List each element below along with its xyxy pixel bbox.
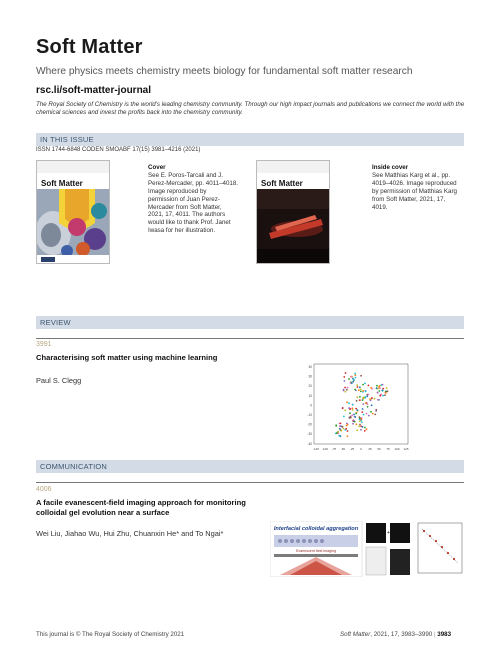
review-graphic-point: [344, 380, 346, 382]
review-graphic-point: [342, 407, 344, 409]
review-graphic-point: [342, 426, 344, 428]
review-graphic-point: [344, 410, 346, 412]
review-graphic-point: [359, 396, 361, 398]
review-graphic-x-tick: -25: [349, 447, 355, 451]
review-graphic-point: [359, 386, 361, 388]
review-graphic-point: [349, 417, 351, 419]
graphic-subtitle: Evanescent field imaging: [296, 549, 336, 553]
in-this-issue-heading: IN THIS ISSUE: [40, 135, 94, 144]
review-graphic-point: [353, 414, 355, 416]
review-graphic-point: [356, 429, 358, 431]
review-graphic-point: [351, 376, 353, 378]
review-graphic-point: [348, 402, 350, 404]
journal-tagline: Where physics meets chemistry meets biology for fundamental soft matter research: [36, 66, 413, 77]
review-graphic-point: [362, 399, 364, 401]
review-graphic-x-tick: -50: [340, 447, 346, 451]
review-graphic-point: [336, 432, 338, 434]
review-graphic-point: [382, 384, 384, 386]
review-graphic-point: [364, 430, 366, 432]
rsc-blurb: The Royal Society of Chemistry is the world’s leading chemistry community. Through our high impact journals and publications we connect the world with the chemical sciences and invest the profits back into the chemistry community.: [36, 101, 465, 117]
graphic-banner: Interfacial colloidal aggregation: [273, 526, 359, 532]
review-graphic-point: [352, 378, 354, 380]
inside-cover-image-title: Soft Matter: [261, 179, 303, 188]
communication-bar: [36, 460, 464, 473]
communication-article-title[interactable]: A facile evanescent-field imaging approach for monitoring colloidal gel evolution near a surface: [36, 498, 246, 517]
cover-illustration: [37, 189, 110, 264]
communication-graphic: [270, 521, 464, 577]
review-graphic-y-tick: -40: [307, 441, 312, 446]
footer-citation-text: , 2021, 17, 3983–3990: [370, 631, 433, 638]
review-graphic-point: [360, 429, 362, 431]
inside-cover-text: See Matthias Karg et al., pp. 4019–4026. Image reproduced by permission of Matthias Karg from Soft Matter, 2021, 17, 4019.: [372, 171, 457, 211]
review-graphic-point: [347, 387, 349, 389]
review-graphic-point: [352, 409, 354, 411]
review-graphic-point: [370, 411, 372, 413]
review-graphic-point: [360, 418, 362, 420]
review-graphic-point: [346, 423, 348, 425]
review-graphic-point: [348, 378, 350, 380]
journal-url[interactable]: rsc.li/soft-matter-journal: [36, 85, 152, 96]
cover-image[interactable]: [36, 160, 110, 264]
review-graphic-y-tick: 20: [308, 384, 312, 389]
review-graphic-point: [362, 384, 364, 386]
review-graphic-y-tick: 40: [308, 365, 312, 369]
review-graphic-point: [363, 398, 365, 400]
review-graphic-point: [364, 427, 366, 429]
review-graphic-point: [362, 426, 364, 428]
review-graphic-point: [352, 404, 354, 406]
review-graphic-x-tick: 50: [377, 447, 381, 451]
review-scatter-graphic: [302, 362, 412, 454]
review-graphic-point: [365, 402, 367, 404]
review-graphic-point: [371, 404, 373, 406]
review-graphic-point: [340, 435, 342, 437]
review-graphic-y-tick: -20: [307, 422, 312, 427]
review-graphic-point: [366, 428, 368, 430]
review-graphic-point: [361, 421, 363, 423]
review-graphic-point: [345, 428, 347, 430]
communication-page-number: 4006: [36, 486, 52, 493]
review-graphic-point: [379, 395, 381, 397]
svg-text:+: +: [387, 530, 390, 536]
review-graphic-point: [343, 428, 345, 430]
review-graphic-y-tick: -30: [307, 432, 312, 437]
review-graphic-point: [361, 411, 363, 413]
review-graphic-point: [369, 398, 371, 400]
review-graphic-point: [337, 431, 339, 433]
review-graphic-point: [358, 426, 360, 428]
communication-rule: [36, 482, 464, 483]
review-graphic-point: [356, 384, 358, 386]
review-graphic-point: [364, 396, 366, 398]
review-graphic-point: [341, 430, 343, 432]
review-graphic-point: [356, 423, 358, 425]
review-graphic-point: [353, 420, 355, 422]
review-graphic-point: [381, 389, 383, 391]
review-graphic-point: [378, 386, 380, 388]
review-page-number: 3991: [36, 341, 52, 348]
review-graphic-y-tick: 10: [308, 393, 312, 398]
review-graphic-point: [362, 403, 364, 405]
review-graphic-point: [351, 414, 353, 416]
review-graphic-point: [372, 413, 374, 415]
review-graphic-point: [377, 399, 379, 401]
review-graphic-point: [349, 408, 351, 410]
review-graphic-point: [355, 408, 357, 410]
review-graphic-point: [374, 414, 376, 416]
review-graphic-point: [359, 399, 361, 401]
review-graphic-point: [346, 401, 348, 403]
communication-authors: Wei Liu, Jiahao Wu, Hui Zhu, Chuanxin He* and To Ngai*: [36, 529, 224, 538]
review-graphic-point: [384, 394, 386, 396]
review-graphic-point: [356, 400, 358, 402]
review-graphic-y-tick: 0: [310, 403, 312, 408]
review-graphic-point: [353, 379, 355, 381]
review-authors: Paul S. Clegg: [36, 376, 82, 385]
review-rule: [36, 338, 464, 339]
review-graphic-point: [360, 391, 362, 393]
review-graphic-x-tick: -75: [331, 447, 337, 451]
review-article-title[interactable]: Characterising soft matter using machine learning: [36, 353, 218, 362]
cover-image-title: Soft Matter: [41, 179, 83, 188]
review-graphic-point: [355, 374, 357, 376]
review-graphic-x-tick: 25: [368, 447, 372, 451]
review-graphic-point: [358, 389, 360, 391]
review-graphic-point: [376, 387, 378, 389]
review-bar: [36, 316, 464, 329]
journal-title: Soft Matter: [36, 36, 143, 58]
review-graphic-point: [378, 390, 380, 392]
review-heading: REVIEW: [40, 318, 71, 327]
review-graphic-point: [370, 387, 372, 389]
issn-line: ISSN 1744-6848 CODEN SMOABF 17(15) 3981–4216 (2021): [36, 147, 201, 153]
review-graphic-point: [375, 409, 377, 411]
review-graphic-y-tick: 30: [308, 374, 312, 379]
cover-caption: [148, 164, 238, 235]
review-graphic-point: [382, 388, 384, 390]
review-graphic-point: [367, 403, 369, 405]
review-graphic-point: [360, 375, 362, 377]
review-graphic-point: [387, 390, 389, 392]
review-graphic-point: [352, 407, 354, 409]
review-graphic-point: [349, 412, 351, 414]
communication-heading: COMMUNICATION: [40, 462, 108, 471]
cover-text: See E. Poros-Tarcali and J. Perez-Mercader, pp. 4011–4018. Image reproduced by permission of Juan Perez-Mercader from Soft Matter, 2021, 17, 4011. The authors would like to thank Prof. Janet Iwasa for her illustration.: [148, 171, 239, 235]
review-graphic-point: [355, 413, 357, 415]
review-graphic-point: [340, 423, 342, 425]
review-graphic-point: [371, 397, 373, 399]
review-graphic-x-tick: 75: [386, 447, 390, 451]
review-graphic-point: [382, 395, 384, 397]
review-graphic-point: [368, 385, 370, 387]
review-graphic-x-tick: 0: [360, 447, 362, 451]
review-graphic-point: [352, 423, 354, 425]
review-graphic-y-tick: -10: [307, 413, 312, 417]
review-graphic-point: [365, 391, 367, 393]
review-graphic-point: [362, 408, 364, 410]
review-graphic-point: [364, 383, 366, 385]
review-graphic-point: [343, 376, 345, 378]
review-graphic-x-tick: 100: [394, 447, 400, 451]
review-graphic-point: [360, 389, 362, 391]
review-graphic-point: [344, 387, 346, 389]
footer-citation: Soft Matter, 2021, 17, 3983–3990 | 3983: [340, 631, 452, 638]
review-graphic-point: [368, 415, 370, 417]
review-graphic-point: [374, 398, 376, 400]
inside-cover-heading: Inside cover: [372, 164, 409, 171]
inside-cover-image[interactable]: [256, 160, 330, 264]
review-graphic-point: [354, 373, 356, 375]
footer-copyright: This journal is © The Royal Society of Chemistry 2021: [36, 631, 185, 638]
review-graphic-point: [366, 413, 368, 415]
review-graphic-x-tick: -125: [312, 447, 320, 451]
review-graphic-point: [355, 377, 357, 379]
footer-journal: Soft Matter: [340, 631, 371, 638]
review-graphic-point: [347, 435, 349, 437]
review-graphic-point: [367, 406, 369, 408]
review-graphic-x-tick: -100: [321, 447, 329, 451]
inside-cover-illustration: [257, 189, 330, 264]
review-graphic-point: [354, 389, 356, 391]
cover-heading: Cover: [148, 164, 166, 171]
review-graphic-point: [346, 389, 348, 391]
review-graphic-point: [335, 425, 337, 427]
review-graphic-point: [347, 430, 349, 432]
review-graphic-point: [350, 382, 352, 384]
review-graphic-point: [339, 425, 341, 427]
review-graphic-point: [356, 396, 358, 398]
review-graphic-point: [343, 416, 345, 418]
inside-cover-caption: [372, 164, 462, 211]
review-graphic-point: [363, 414, 365, 416]
review-graphic-point: [357, 386, 359, 388]
review-graphic-point: [345, 391, 347, 393]
in-this-issue-bar: [36, 133, 464, 146]
footer-page-number: 3983: [437, 631, 452, 638]
review-graphic-point: [359, 424, 361, 426]
review-graphic-point: [352, 381, 354, 383]
review-graphic-point: [366, 395, 368, 397]
review-graphic-point: [359, 416, 361, 418]
review-graphic-point: [377, 392, 379, 394]
review-graphic-point: [357, 409, 359, 411]
review-graphic-point: [368, 394, 370, 396]
review-graphic-point: [385, 391, 387, 393]
review-graphic-point: [362, 390, 364, 392]
review-graphic-point: [386, 387, 388, 389]
review-graphic-x-tick: 125: [403, 447, 409, 451]
review-graphic-point: [343, 390, 345, 392]
review-graphic-point: [354, 416, 356, 418]
review-graphic-point: [345, 372, 347, 374]
review-graphic-point: [376, 385, 378, 387]
